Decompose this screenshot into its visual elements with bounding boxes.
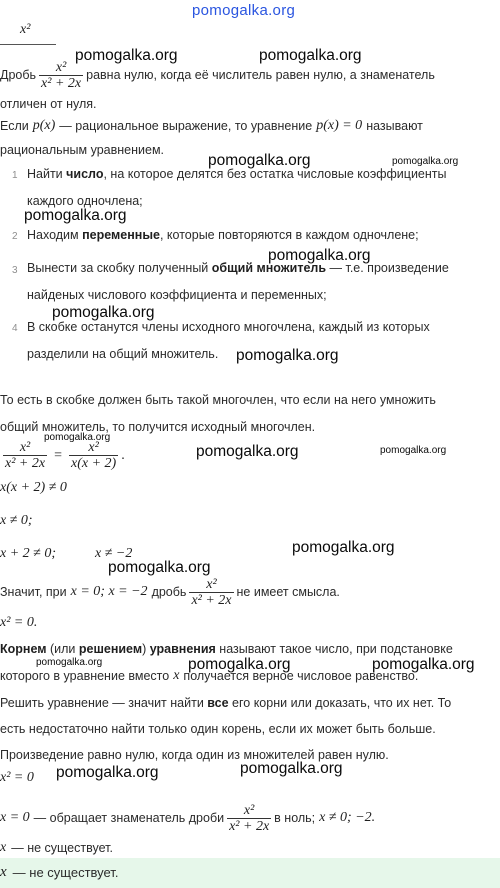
watermark: pomogalka.org: [44, 432, 111, 443]
watermark: pomogalka.org: [108, 559, 211, 576]
equality-left-den: x² + 2x: [5, 456, 46, 471]
explain-line1: То есть в скобке должен быть такой многочлен, что если на него умножить: [0, 393, 436, 407]
watermark: pomogalka.org: [75, 47, 178, 64]
watermark: pomogalka.org: [24, 207, 127, 224]
fraction-prefix: Дробь: [0, 68, 37, 82]
zero-b: — обращает знаменатель дроби: [33, 811, 225, 825]
step-3-marker: 3: [12, 265, 18, 276]
rational-line2: рациональным уравнением.: [0, 143, 165, 157]
root-bold-3: уравнения: [149, 642, 216, 656]
condition-3a: x + 2 ≠ 0;: [0, 546, 57, 561]
solve-line1-a: Решить уравнение — значит найти: [0, 696, 208, 710]
meaning-fraction-den: x² + 2x: [191, 592, 232, 608]
step-2-bold: переменные: [82, 228, 160, 242]
watermark: pomogalka.org: [208, 152, 311, 169]
step-1-a: Найти: [27, 167, 67, 181]
fraction-bar: [0, 44, 56, 45]
rational-text-b: — рациональное выражение, то уравнение: [59, 119, 313, 133]
step-3-c: — т.е. произведение: [326, 261, 449, 275]
root-line2-x: x: [173, 668, 180, 683]
watermark: pomogalka.org: [292, 539, 395, 556]
meaning-c: не имеет смысла.: [236, 585, 340, 599]
none-x: x: [0, 840, 7, 855]
equality-right-num: x²: [88, 440, 99, 455]
watermark: pomogalka.org: [372, 656, 475, 673]
step-3-a: Вынести за скобку полученный: [27, 261, 212, 275]
root-bold-2: решением: [78, 642, 143, 656]
equality-right-den: x(x + 2): [70, 456, 117, 471]
watermark: pomogalka.org: [56, 764, 159, 781]
watermark: pomogalka.org: [240, 760, 343, 777]
watermark: pomogalka.org: [36, 657, 103, 668]
solve-line3: Произведение равно нулю, когда один из множителей равен нулю.: [0, 748, 389, 762]
zero-sentence: [0, 800, 375, 836]
step-1-bold: число: [66, 167, 104, 181]
solve-line2: есть недостаточно найти только один корень, если их может быть больше.: [0, 722, 436, 736]
zero-fraction: [227, 803, 271, 834]
answer-x: x: [0, 864, 7, 880]
watermark: pomogalka.org: [196, 443, 299, 460]
none-sentence: [0, 840, 113, 856]
watermark: pomogalka.org: [259, 47, 362, 64]
step-4-line2: разделили на общий множитель.: [27, 347, 219, 361]
meaning-fraction-num: x²: [206, 576, 217, 592]
root-bold-1: Корнем: [0, 642, 47, 656]
step-2-text: [27, 228, 419, 242]
watermark: pomogalka.org: [52, 304, 155, 321]
meaning-a: Значит, при: [0, 585, 67, 599]
step-2-marker: 2: [12, 231, 18, 242]
equality-left-num: x²: [19, 440, 31, 455]
watermark: pomogalka.org: [380, 445, 447, 456]
zero-a: x = 0: [0, 810, 30, 825]
rational-text-a: Если: [0, 119, 29, 133]
meaning-values: x = 0; x = −2: [70, 584, 148, 599]
explain-line2: общий множитель, то получится исходный многочлен.: [0, 420, 316, 434]
solve-line1-bold: все: [207, 696, 229, 710]
top-fraction-numerator: x²: [20, 22, 31, 37]
answer-line: [0, 864, 118, 881]
step-1-marker: 1: [12, 170, 18, 181]
condition-1: x(x + 2) ≠ 0: [0, 480, 67, 495]
rational-text-c: называют: [366, 119, 423, 133]
step-2-a: Находим: [27, 228, 83, 242]
watermark-top: pomogalka.org: [192, 2, 296, 19]
fraction-equality: $\frac{\text{x²}}{\text{x² + 2x}}$ = $\frac{\text{x²}}{x(x + 2)}$ .: [5, 440, 125, 471]
step-3-bold: общий множитель: [211, 261, 327, 275]
fraction-line2: отличен от нуля.: [0, 97, 97, 111]
answer-text: — не существует.: [12, 865, 119, 880]
root-line2-b: получается верное числовое равенство.: [183, 669, 419, 683]
step-4-text: В скобке останутся члены исходного многочлена, каждый из которых: [27, 320, 430, 334]
meaning-fraction: [189, 577, 233, 608]
answer-box: [0, 858, 500, 888]
fraction-suffix: равна нулю, когда её числитель равен нулю, а знаменатель: [86, 68, 435, 82]
equality-left-fraction: [3, 440, 47, 471]
root-text-2: ): [142, 642, 150, 656]
meaning-b: дробь: [151, 585, 187, 599]
root-line2-a: которого в уравнение вместо: [0, 669, 170, 683]
condition-2: x ≠ 0;: [0, 513, 33, 528]
solve-equation: x² = 0: [0, 770, 34, 785]
watermark: pomogalka.org: [268, 247, 371, 264]
watermark: pomogalka.org: [188, 656, 291, 673]
zero-fraction-den: x² + 2x: [229, 818, 270, 834]
solve-line1: [0, 696, 451, 710]
step-2-c: , которые повторяются в каждом одночлене;: [159, 228, 419, 242]
fraction-denominator: x² + 2x: [41, 75, 82, 91]
condition-3b: x ≠ −2: [95, 546, 133, 561]
none-text: — не существует.: [11, 841, 113, 855]
fraction-sentence: [0, 58, 435, 92]
step-3-line2: найденых числового коэффициента и переменных;: [27, 288, 327, 302]
step-3-text: [27, 261, 449, 275]
equality-right-fraction: [69, 440, 118, 471]
step-1-c: , на которое делятся без остатка числовые коэффициенты: [103, 167, 447, 181]
root-definition: [0, 642, 453, 656]
root-text-3: называют такое число, при подстановке: [215, 642, 453, 656]
meaning-sentence: [0, 574, 340, 610]
zero-fraction-num: x²: [243, 802, 255, 818]
zero-c: в ноль;: [274, 811, 316, 825]
step-4-marker: 4: [12, 323, 18, 334]
result-equation: x² = 0.: [0, 615, 38, 630]
step-1-line2: каждого одночлена;: [27, 194, 143, 208]
rational-definition: [0, 116, 423, 136]
zero-d: x ≠ 0; −2.: [319, 810, 376, 825]
solve-line1-c: его корни или доказать, что их нет. То: [228, 696, 452, 710]
rational-equation: p(x) = 0: [316, 118, 363, 133]
rational-px: p(x): [32, 118, 56, 133]
watermark: pomogalka.org: [236, 347, 339, 364]
root-text-1: (или: [46, 642, 79, 656]
watermark: pomogalka.org: [392, 156, 459, 167]
fraction-numerator: x²: [55, 59, 67, 75]
